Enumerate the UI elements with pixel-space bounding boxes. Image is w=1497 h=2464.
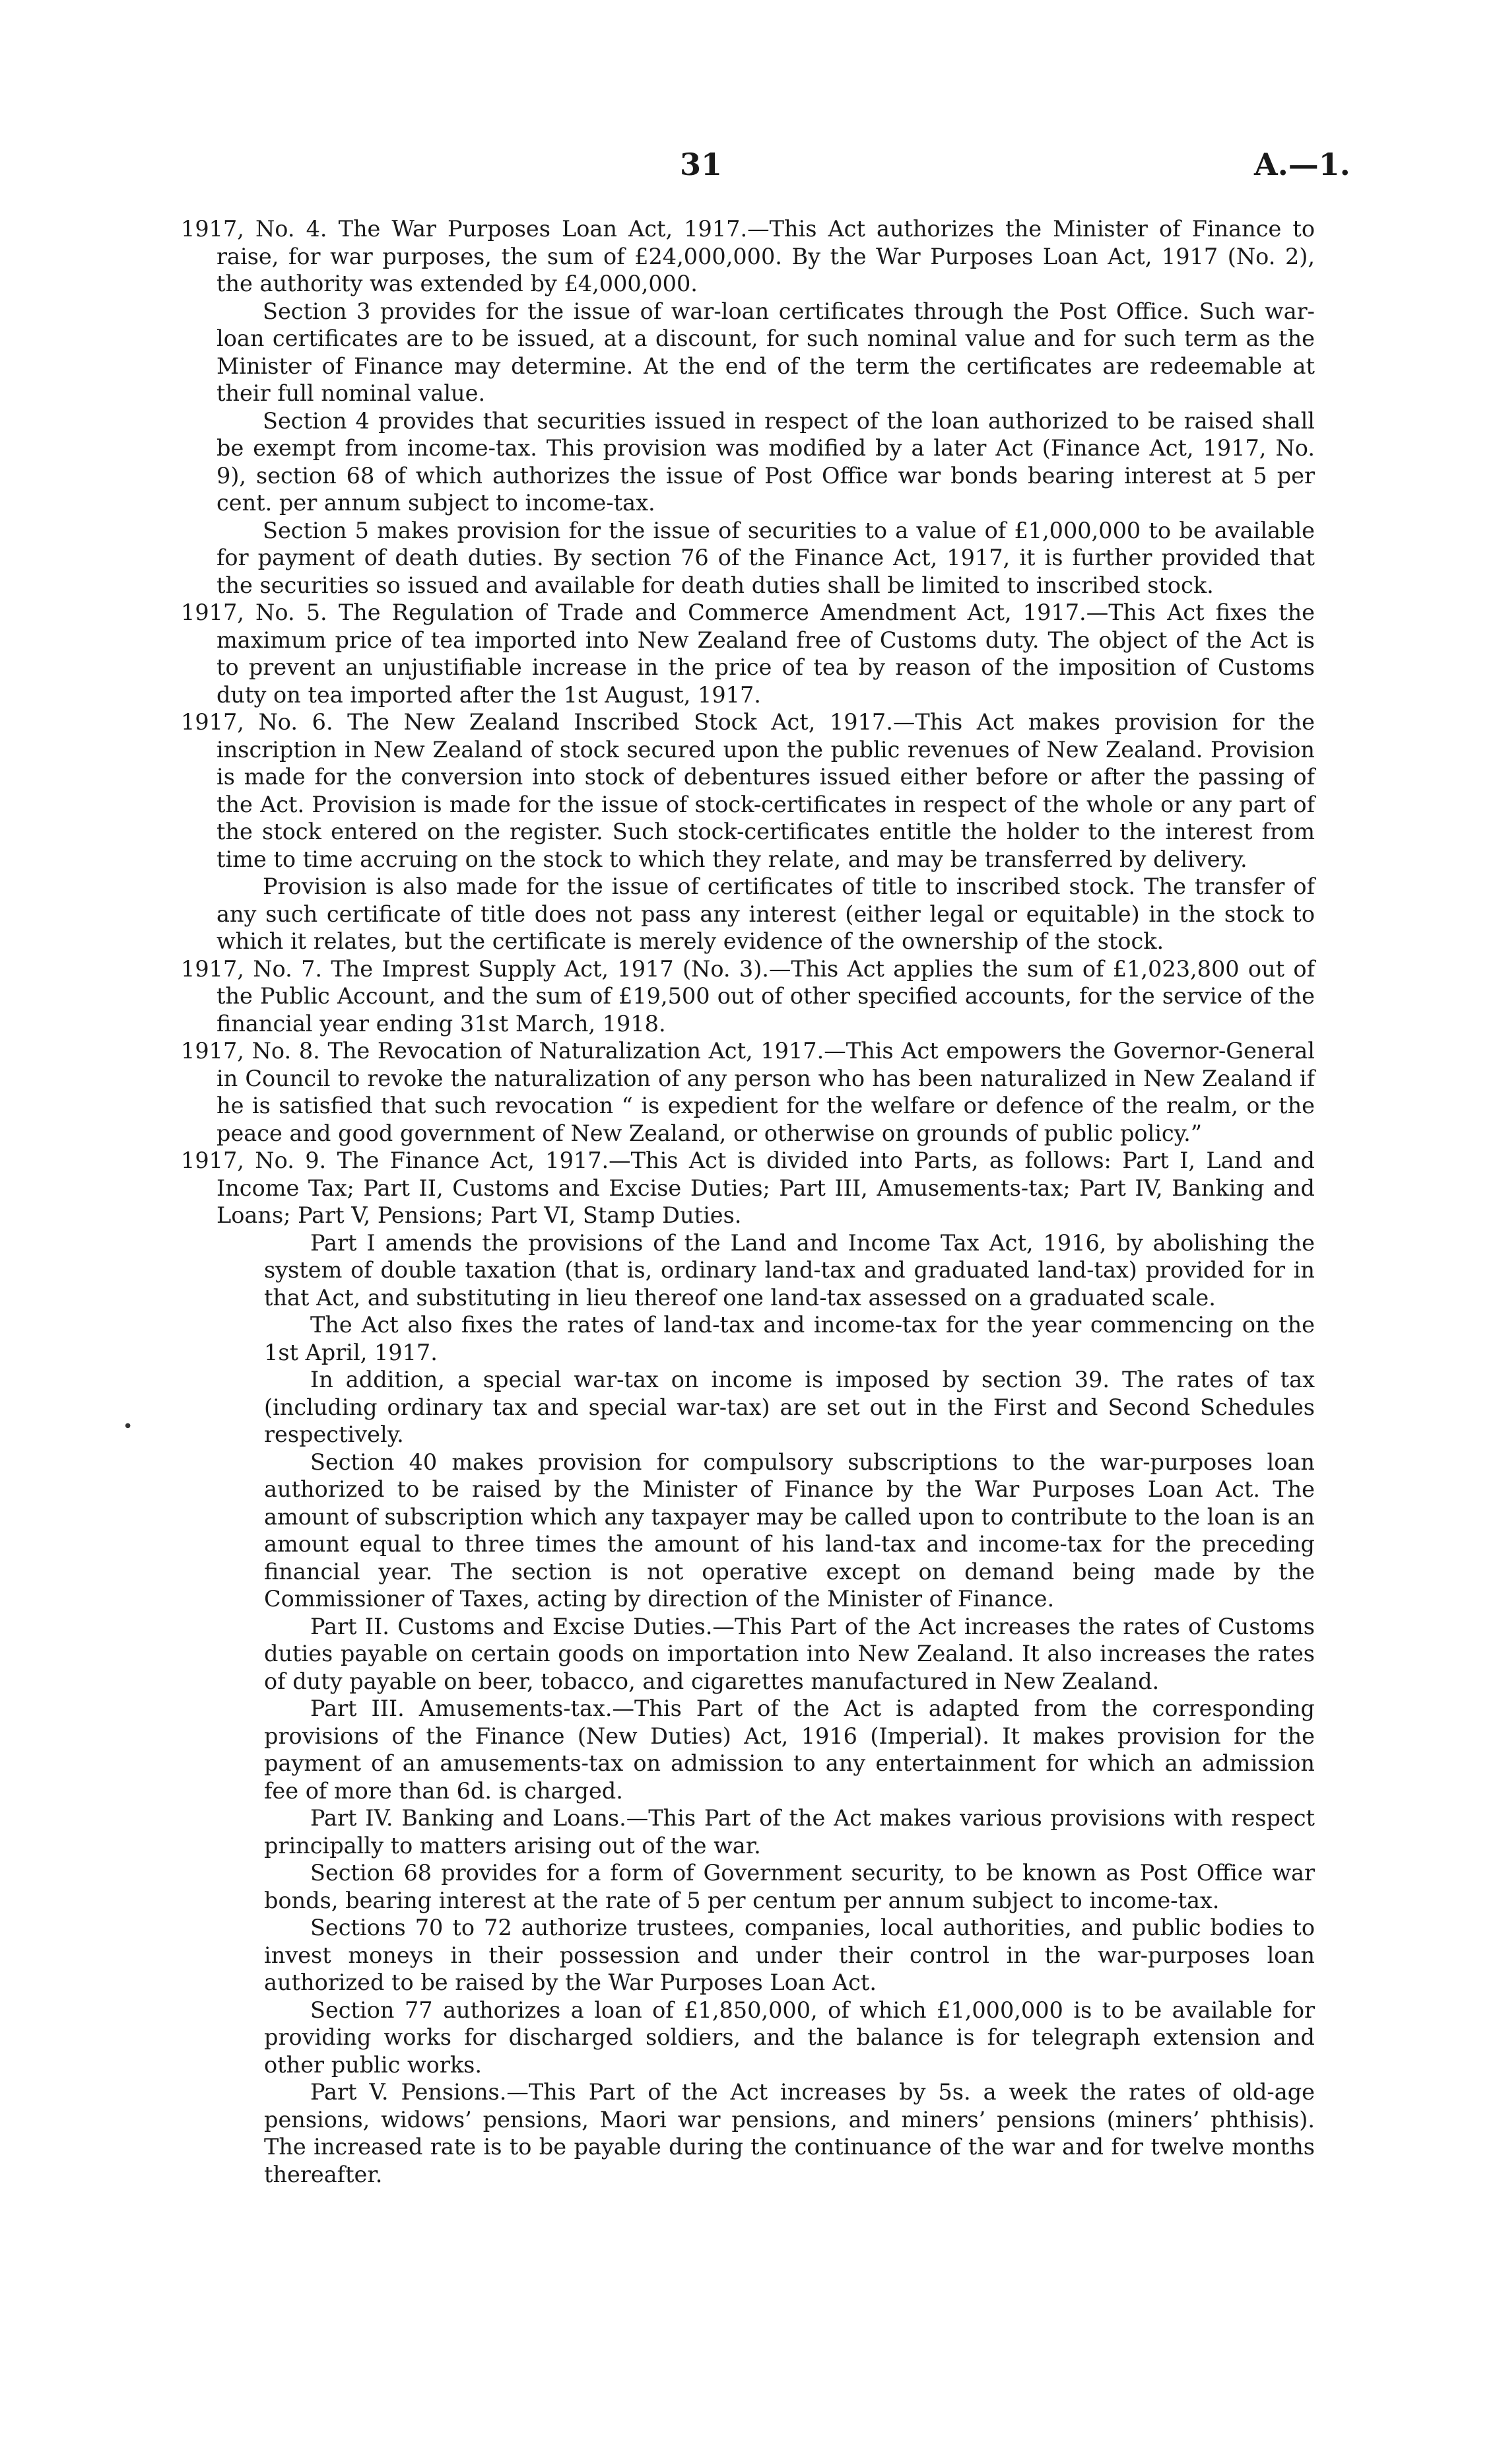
paragraph: Sections 70 to 72 authorize trustees, companies, local authorities, and public bodies to invest moneys in their possession and under their control in the war-purposes loan authorized to be raised by the War Purposes Loan Act. xyxy=(264,1915,1315,1995)
paragraph: The Act also fixes the rates of land-tax and income-tax for the year commencing on the 1st April, 1917. xyxy=(264,1312,1315,1365)
act-entry-no-6: 1917, No. 6. The New Zealand Inscribed Stock Act, 1917.—This Act makes provision for the inscription in New Zealand of stock secured upon the public revenues of New Zealand. Provision is made for the conversion into stock of debentures issued either before or after the passing of the Act. Provision is made for the issue of stock-certificates in respect of the whole or any part of the stock entered on the register. Such stock-certificates entitle the holder to the interest from time to time accruing on the stock to which they relate, and may be transferred by delivery. xyxy=(181,709,1315,872)
margin-mark: • xyxy=(123,1417,133,1437)
paragraph: Section 77 authorizes a loan of £1,850,000, of which £1,000,000 is to be available for providing works for discharged soldiers, and the balance is for telegraph extension and other public works. xyxy=(264,1997,1315,2078)
paragraph: Part III. Amusements-tax.—This Part of the Act is adapted from the corresponding provisions of the Finance (New Duties) Act, 1916 (Imperial). It makes provision for the payment of an amusements-tax on admission to any entertainment for which an admission fee of more than 6d. is charged. xyxy=(264,1695,1315,1804)
paragraph: Part II. Customs and Excise Duties.—This Part of the Act increases the rates of Customs duties payable on certain goods on importation into New Zealand. It also increases the rates of duty payable on beer, tobacco, and cigarettes manufactured in New Zealand. xyxy=(264,1613,1315,1694)
document-body xyxy=(181,215,1315,2188)
paragraph: Section 68 provides for a form of Government security, to be known as Post Office war bonds, bearing interest at the rate of 5 per centum per annum subject to income-tax. xyxy=(264,1860,1315,1913)
page-reference: A.—1. xyxy=(1254,147,1350,182)
paragraph: Section 40 makes provision for compulsory subscriptions to the war-purposes loan authorized to be raised by the Minister of Finance by the War Purposes Loan Act. The amount of subscription which any taxpayer may be called upon to contribute to the loan is an amount equal to three times the amount of his land-tax and income-tax for the preceding financial year. The section is not operative except on demand being made by the Commissioner of Taxes, acting by direction of the Minister of Finance. xyxy=(264,1449,1315,1612)
paragraph: Section 4 provides that securities issued in respect of the loan authorized to be raised shall be exempt from income-tax. This provision was modified by a later Act (Finance Act, 1917, No. 9), section 68 of which authorizes the issue of Post Office war bonds bearing interest at 5 per cent. per annum subject to income-tax. xyxy=(216,407,1315,516)
act-entry-no-4: 1917, No. 4. The War Purposes Loan Act, 1917.—This Act authorizes the Minister of Finance to raise, for war purposes, the sum of £24,000,000. By the War Purposes Loan Act, 1917 (No. 2), the authority was extended by £4,000,000. xyxy=(181,216,1315,296)
paragraph: Section 5 makes provision for the issue of securities to a value of £1,000,000 to be available for payment of death duties. By section 76 of the Finance Act, 1917, it is further provided that the securities so issued and available for death duties shall be limited to inscribed stock. xyxy=(216,517,1315,598)
paragraph: Part I amends the provisions of the Land and Income Tax Act, 1916, by abolishing the system of double taxation (that is, ordinary land-tax and graduated land-tax) provided for in that Act, and substituting in lieu thereof one land-tax assessed on a graduated scale. xyxy=(264,1229,1315,1311)
paragraph: In addition, a special war-tax on income is imposed by section 39. The rates of tax (including ordinary tax and special war-tax) are set out in the First and Second Schedules respectively. xyxy=(264,1367,1315,1447)
page-number: 31 xyxy=(680,147,723,182)
paragraph: Part IV. Banking and Loans.—This Part of the Act makes various provisions with respect principally to matters arising out of the war. xyxy=(264,1805,1315,1859)
paragraph: Provision is also made for the issue of certificates of title to inscribed stock. The transfer of any such certificate of title does not pass any interest (either legal or equitable) in the stock to which it relates, but the certificate is merely evidence of the ownership of the stock. xyxy=(216,873,1315,954)
act-entry-no-9: 1917, No. 9. The Finance Act, 1917.—This Act is divided into Parts, as follows: Part I, Land and Income Tax; Part II, Customs and Excise Duties; Part III, Amusements-tax; Part IV, Banking and Loans; Part V, Pensions; Part VI, Stamp Duties. xyxy=(181,1147,1315,1228)
act-entry-no-5: 1917, No. 5. The Regulation of Trade and Commerce Amendment Act, 1917.—This Act fixes the maximum price of tea imported into New Zealand free of Customs duty. The object of the Act is to prevent an unjustifiable increase in the price of tea by reason of the imposition of Customs duty on tea imported after the 1st August, 1917. xyxy=(181,599,1315,708)
paragraph: Section 3 provides for the issue of war-loan certificates through the Post Office. Such war-loan certificates are to be issued, at a discount, for such nominal value and for such term as the Minister of Finance may determine. At the end of the term the certificates are redeemable at their full nominal value. xyxy=(216,298,1315,406)
paragraph: Part V. Pensions.—This Part of the Act increases by 5s. a week the rates of old-age pensions, widows’ pensions, Maori war pensions, and miners’ pensions (miners’ phthisis). The increased rate is to be payable during the continuance of the war and for twelve months thereafter. xyxy=(264,2079,1315,2187)
act-entry-no-8: 1917, No. 8. The Revocation of Naturalization Act, 1917.—This Act empowers the Governor-General in Council to revoke the naturalization of any person who has been naturalized in New Zealand if he is satisfied that such revocation “ is expedient for the welfare or defence of the realm, or the peace and good government of New Zealand, or otherwise on grounds of public policy.” xyxy=(181,1038,1315,1146)
act-entry-no-7: 1917, No. 7. The Imprest Supply Act, 1917 (No. 3).—This Act applies the sum of £1,023,800 out of the Public Account, and the sum of £19,500 out of other specified accounts, for the service of the financial year ending 31st March, 1918. xyxy=(181,955,1315,1037)
